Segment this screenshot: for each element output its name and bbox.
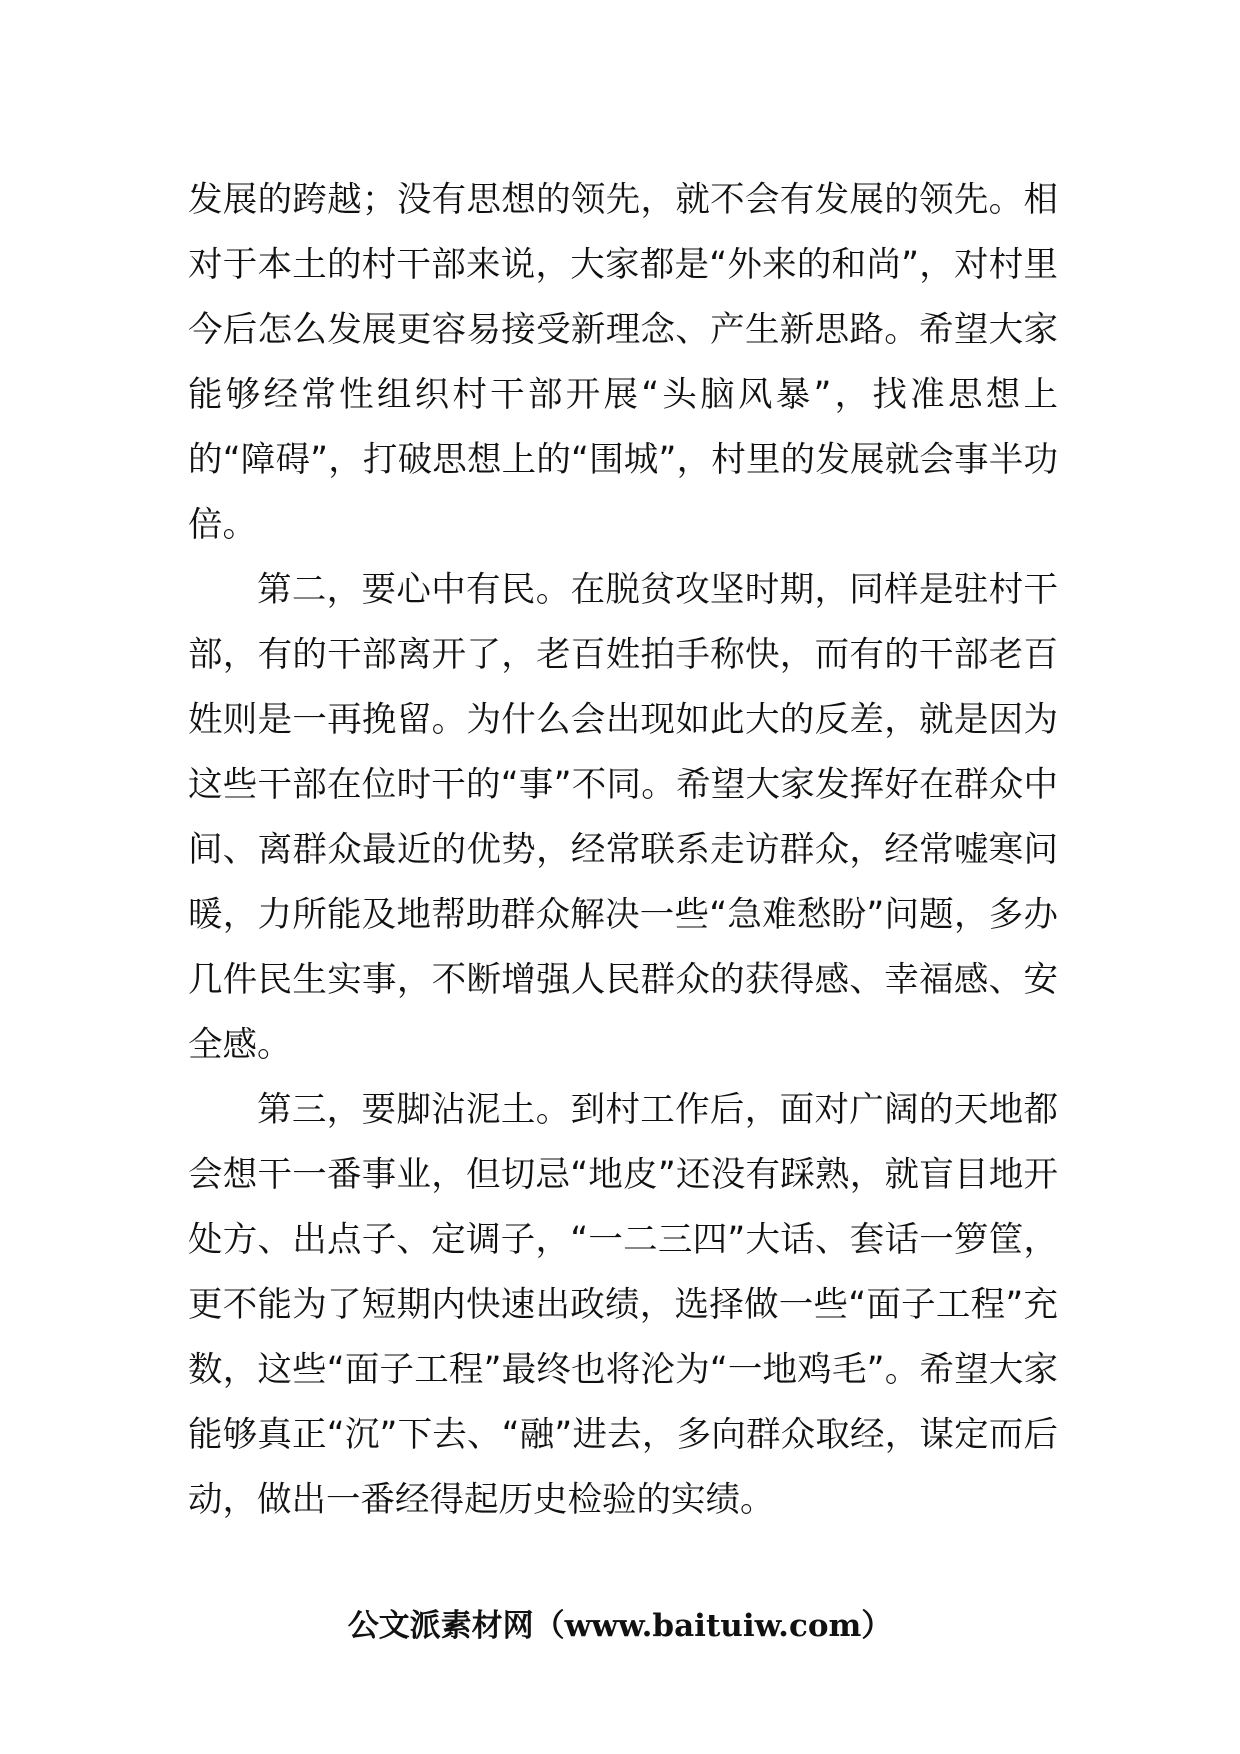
footer-watermark: 公文派素材网（www.baituiw.com） xyxy=(347,1608,893,1644)
paragraph-third-point: 第三，要脚沾泥土。到村工作后，面对广阔的天地都会想干一番事业，但切忌“地皮”还没有踩熟，就盲目地开处方、出点子、定调子，“一二三四”大话、套话一箩筐，更不能为了短期内快速出政绩，选择做一些“面子工程”充数，这些“面子工程”最终也将沦为“一地鸡毛”。希望大家能够真正“沉”下去、“融”进去，多向群众取经，谋定而后动，做出一番经得起历史检验的实绩。 xyxy=(188,1090,1058,1520)
document-body xyxy=(188,168,1058,1533)
paragraph-second-point: 第二，要心中有民。在脱贫攻坚时期，同样是驻村干部，有的干部离开了，老百姓拍手称快，而有的干部老百姓则是一再挽留。为什么会出现如此大的反差，就是因为这些干部在位时干的“事”不同。希望大家发挥好在群众中间、离群众最近的优势，经常联系走访群众，经常嘘寒问暖，力所能及地帮助群众解决一些“急难愁盼”问题，多办几件民生实事，不断增强人民群众的获得感、幸福感、安全感。 xyxy=(188,570,1058,1065)
paragraph-continuation: 发展的跨越；没有思想的领先，就不会有发展的领先。相对于本土的村干部来说，大家都是“外来的和尚”，对村里今后怎么发展更容易接受新理念、产生新思路。希望大家能够经常性组织村干部开展“头脑风暴”，找准思想上的“障碍”，打破思想上的“围城”，村里的发展就会事半功倍。 xyxy=(188,180,1058,545)
